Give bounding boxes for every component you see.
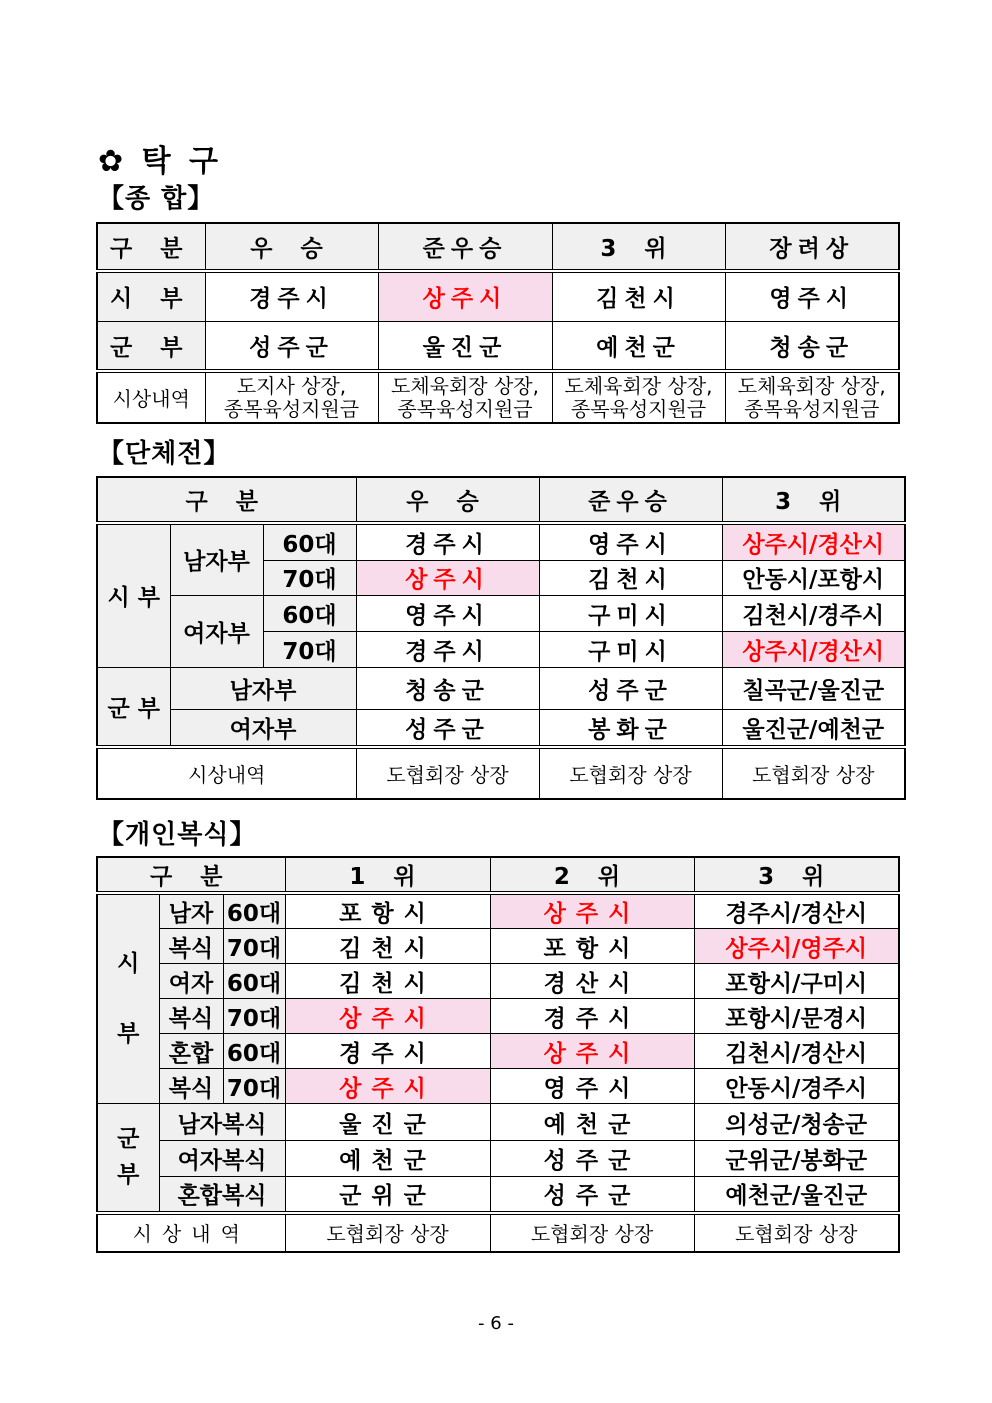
- team-cell: 구미시: [539, 631, 722, 667]
- team-age: 60대: [263, 523, 356, 560]
- doubles-gun-label: 혼합복식: [159, 1177, 285, 1213]
- doubles-header-third: 3 위: [694, 857, 899, 893]
- team-cell: 경주시: [356, 631, 539, 667]
- doubles-cell: 예천군: [490, 1104, 694, 1141]
- doubles-cell-highlight: 상주시/영주시: [694, 929, 899, 964]
- doubles-award: 도협회장 상장: [490, 1213, 694, 1252]
- award-line: 종목육성지원금: [744, 396, 880, 421]
- team-label-men: 남자부: [170, 523, 263, 595]
- overall-header-third: 3 위: [552, 223, 725, 271]
- team-header-runnerup: 준우승: [539, 477, 722, 523]
- doubles-cell: 경주시/경산시: [694, 893, 899, 929]
- doubles-gun-label: 여자복식: [159, 1141, 285, 1177]
- doubles-section-title: 【개인복식】: [98, 820, 257, 850]
- doubles-cat: 여자: [159, 964, 223, 999]
- overall-cell-highlight: 상주시: [378, 271, 552, 321]
- team-cell: 칠곡군/울진군: [722, 667, 905, 709]
- team-cell: 영주시: [356, 595, 539, 631]
- doubles-cell: 포항시/구미시: [694, 964, 899, 999]
- doubles-cell: 예천군/울진군: [694, 1177, 899, 1213]
- overall-cell: 울진군: [378, 321, 552, 371]
- team-header-third: 3 위: [722, 477, 905, 523]
- award-line: 도체육회장 상장,: [564, 373, 713, 398]
- overall-cell: 김천시: [552, 271, 725, 321]
- overall-table: [96, 222, 900, 424]
- overall-cell: 예천군: [552, 321, 725, 371]
- award-line: 도체육회장 상장,: [737, 373, 886, 398]
- doubles-label-si-bottom: 부: [117, 1021, 140, 1047]
- doubles-age: 60대: [223, 1034, 285, 1069]
- overall-cell: 청송군: [725, 321, 899, 371]
- team-award: 도협회장 상장: [539, 747, 722, 799]
- team-age: 70대: [263, 560, 356, 595]
- award-line: 종목육성지원금: [570, 396, 707, 421]
- doubles-cell: 경주시: [285, 1034, 490, 1069]
- doubles-cell-highlight: 상주시: [285, 999, 490, 1034]
- doubles-cell-highlight: 상주시: [490, 1034, 694, 1069]
- overall-cell: 성주군: [205, 321, 378, 371]
- team-age: 70대: [263, 631, 356, 667]
- doubles-age: 70대: [223, 1069, 285, 1104]
- doubles-cat: 남자: [159, 893, 223, 929]
- overall-section-title: 【종 합】: [98, 184, 215, 214]
- doubles-cell: 영주시: [490, 1069, 694, 1104]
- doubles-cell: 경주시: [490, 999, 694, 1034]
- team-label-women: 여자부: [170, 595, 263, 667]
- doubles-cat: 혼합: [159, 1034, 223, 1069]
- doubles-table: [96, 856, 900, 1253]
- team-header-winner: 우 승: [356, 477, 539, 523]
- doubles-age: 60대: [223, 893, 285, 929]
- doubles-cell: 안동시/경주시: [694, 1069, 899, 1104]
- doubles-award-label: 시상내역: [97, 1213, 285, 1252]
- team-award: 도협회장 상장: [356, 747, 539, 799]
- overall-cell: 경주시: [205, 271, 378, 321]
- team-cell: 안동시/포항시: [722, 560, 905, 595]
- team-table: [96, 476, 906, 800]
- award-line: 도지사 상장,: [236, 373, 347, 398]
- award-line: 도체육회장 상장,: [391, 373, 539, 398]
- overall-header-winner: 우 승: [205, 223, 378, 271]
- doubles-cell: 의성군/청송군: [694, 1104, 899, 1141]
- overall-header-encouragement: 장려상: [725, 223, 899, 271]
- team-cell: 김천시: [539, 560, 722, 595]
- team-award-label: 시상내역: [97, 747, 356, 799]
- team-age: 60대: [263, 595, 356, 631]
- doubles-cell: 울진군: [285, 1104, 490, 1141]
- team-cell: 봉화군: [539, 709, 722, 747]
- overall-row-label-gun: 군 부: [97, 321, 205, 371]
- team-cell-highlight: 상주시: [356, 560, 539, 595]
- team-label-si: 시 부: [97, 523, 170, 667]
- doubles-gun-label: 남자복식: [159, 1104, 285, 1141]
- doubles-award: 도협회장 상장: [694, 1213, 899, 1252]
- team-cell: 영주시: [539, 523, 722, 560]
- doubles-cat: 복식: [159, 929, 223, 964]
- doubles-cell: 성주군: [490, 1141, 694, 1177]
- doubles-cat: 복식: [159, 1069, 223, 1104]
- overall-cell: 영주시: [725, 271, 899, 321]
- doubles-header-second: 2 위: [490, 857, 694, 893]
- doubles-cell: 김천시: [285, 929, 490, 964]
- team-award: 도협회장 상장: [722, 747, 905, 799]
- doubles-cell-highlight: 상주시: [285, 1069, 490, 1104]
- doubles-cell: 성주군: [490, 1177, 694, 1213]
- doubles-award: 도협회장 상장: [285, 1213, 490, 1252]
- team-cell: 청송군: [356, 667, 539, 709]
- team-cell: 성주군: [539, 667, 722, 709]
- doubles-cell: 포항시/문경시: [694, 999, 899, 1034]
- doubles-label-gun-top: 군: [117, 1126, 140, 1153]
- team-cell-highlight: 상주시/경산시: [722, 631, 905, 667]
- team-cell: 김천시/경주시: [722, 595, 905, 631]
- doubles-cell: 김천시/경산시: [694, 1034, 899, 1069]
- doubles-age: 60대: [223, 964, 285, 999]
- doubles-cell: 김천시: [285, 964, 490, 999]
- team-cell: 구미시: [539, 595, 722, 631]
- page-number: - 6 -: [478, 1313, 514, 1334]
- award-line: 종목육성지원금: [223, 396, 360, 421]
- doubles-header-first: 1 위: [285, 857, 490, 893]
- doubles-cat: 복식: [159, 999, 223, 1034]
- doubles-age: 70대: [223, 929, 285, 964]
- doubles-label-gun-bottom: 부: [117, 1162, 140, 1189]
- sport-title: ✿ 탁 구: [98, 144, 222, 179]
- team-header-category: 구 분: [97, 477, 356, 523]
- doubles-cell: 군위군: [285, 1177, 490, 1213]
- doubles-cell: 예천군: [285, 1141, 490, 1177]
- team-cell: 경주시: [356, 523, 539, 560]
- doubles-cell: 포항시: [490, 929, 694, 964]
- team-gun-label: 남자부: [170, 667, 356, 709]
- overall-row-label-si: 시 부: [97, 271, 205, 321]
- team-label-gun: 군 부: [97, 667, 170, 747]
- doubles-label-si-top: 시: [117, 951, 140, 977]
- award-line: 종목육성지원금: [397, 396, 533, 421]
- team-gun-label: 여자부: [170, 709, 356, 747]
- team-cell: 성주군: [356, 709, 539, 747]
- doubles-cell: 군위군/봉화군: [694, 1141, 899, 1177]
- overall-header-category: 구 분: [97, 223, 205, 271]
- doubles-cell: 포항시: [285, 893, 490, 929]
- doubles-cell-highlight: 상주시: [490, 893, 694, 929]
- overall-award-label: 시상내역: [97, 371, 205, 423]
- team-section-title: 【단체전】: [98, 439, 231, 469]
- doubles-cell: 경산시: [490, 964, 694, 999]
- doubles-header-category: 구 분: [97, 857, 285, 893]
- overall-header-runnerup: 준우승: [378, 223, 552, 271]
- team-cell: 울진군/예천군: [722, 709, 905, 747]
- team-cell-highlight: 상주시/경산시: [722, 523, 905, 560]
- doubles-age: 70대: [223, 999, 285, 1034]
